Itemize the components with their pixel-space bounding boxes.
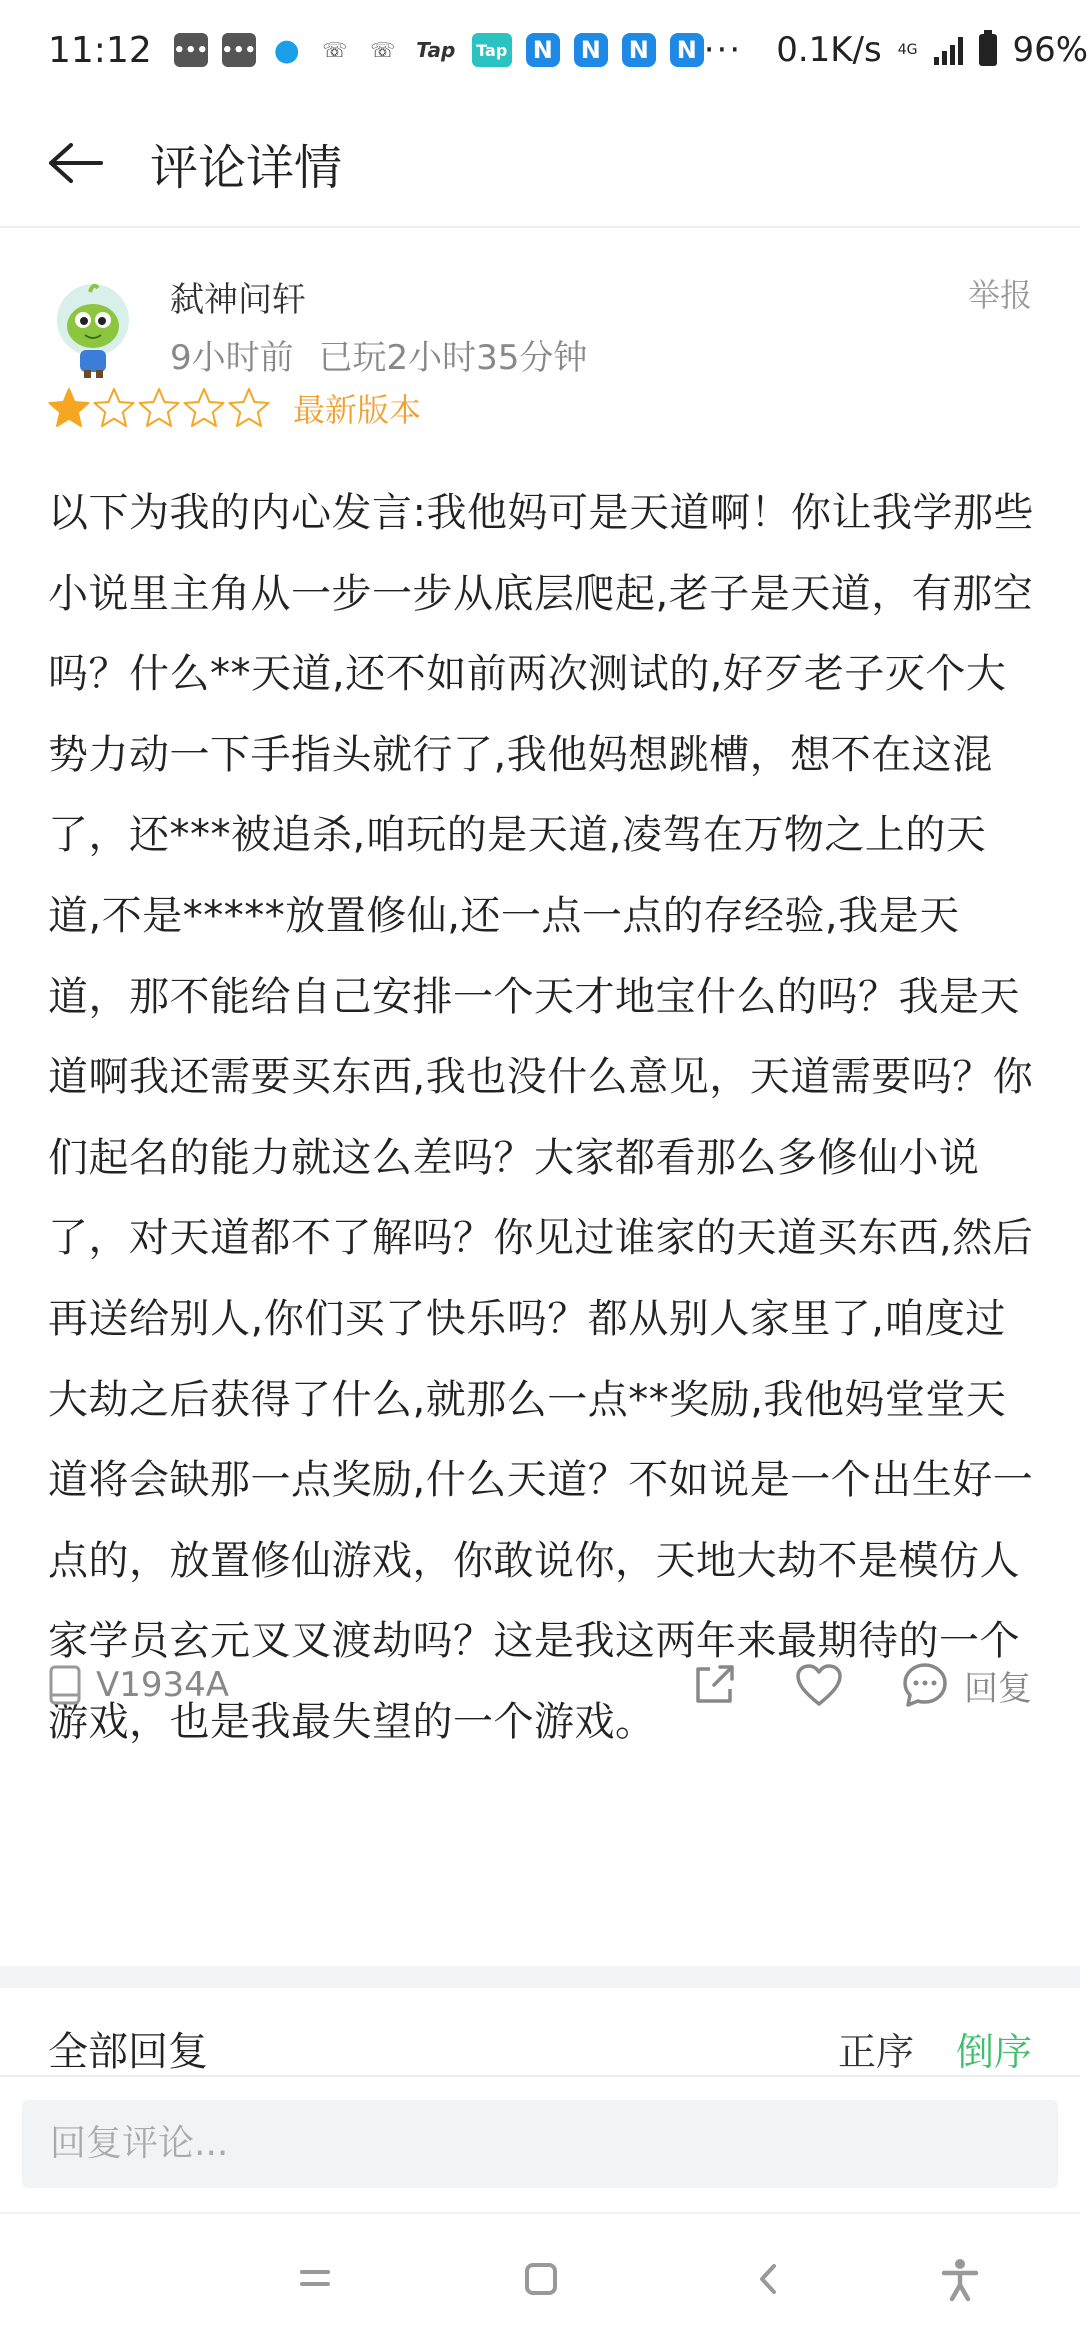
heart-icon (794, 1662, 844, 1708)
star-empty-icon (138, 387, 180, 429)
accessibility-icon (940, 2257, 980, 2301)
back-button[interactable] (0, 99, 150, 227)
report-button[interactable]: 举报 (967, 276, 1032, 314)
phone-icon (48, 1664, 82, 1706)
section-divider (0, 1966, 1080, 1988)
system-nav-bar (0, 2212, 1080, 2340)
notification-icons (174, 33, 704, 67)
reply-input-bar (0, 2075, 1080, 2210)
accessibility-button[interactable] (925, 2244, 995, 2314)
net-speed: 0.1K/s (776, 30, 882, 70)
star-rating (48, 387, 273, 429)
page-title: 评论详情 (150, 139, 343, 196)
tap-icon: Tap (416, 38, 456, 62)
status-right (704, 30, 1088, 70)
reply-input[interactable] (22, 2100, 1058, 2188)
n-app-icon: N (574, 33, 608, 67)
version-tag: 最新版本 (293, 391, 422, 429)
user-name[interactable]: 弑神问轩 (170, 280, 306, 320)
replies-title: 全部回复 (48, 2028, 208, 2075)
reply-button[interactable] (900, 1660, 1032, 1710)
play-time: 已玩2小时35分钟 (318, 338, 588, 378)
share-button[interactable] (690, 1661, 738, 1709)
n-app-icon: N (670, 33, 704, 67)
qq-icon: ● (273, 32, 300, 68)
arrow-left-icon (45, 141, 105, 185)
app-header (0, 100, 1080, 228)
missed-call-icon: ☏ (370, 38, 396, 62)
n-app-icon: N (526, 33, 560, 67)
chevron-left-icon (756, 2262, 780, 2296)
network-type: 4G (897, 42, 918, 58)
replies-header (0, 2020, 1080, 2076)
battery-icon (979, 34, 997, 66)
comment-meta (170, 330, 587, 379)
signal-icon (934, 35, 963, 65)
star-empty-icon (228, 387, 270, 429)
device-info (48, 1664, 229, 1706)
like-button[interactable] (794, 1662, 844, 1708)
share-icon (690, 1661, 738, 1709)
chat-bubble-icon (900, 1660, 950, 1710)
sort-ascending-button[interactable]: 正序 (837, 2029, 914, 2074)
message-icon: ••• (174, 33, 208, 67)
more-notifications-icon: ··· (703, 30, 743, 70)
home-square-icon (523, 2261, 559, 2297)
menu-icon (298, 2266, 332, 2292)
star-filled-icon (48, 387, 90, 429)
avatar[interactable] (54, 280, 132, 380)
rating-row (48, 385, 421, 431)
missed-call-icon: ☏ (322, 38, 348, 62)
comment-body: 以下为我的内心发言:我他妈可是天道啊！你让我学那些小说里主角从一步一步从底层爬起,老子是天道，有那空吗？什么**天道,还不如前两次测试的,好歹老子灭个大势力动一下手指头就行了,我他妈想跳槽，想不在这混了，还***被追杀,咱玩的是天道,凌驾在万物之上的天道,不是*****放置修仙,还一点一点的存经验,我是天道，那不能给自己安排一个天才地宝什么的吗？我是天道啊我还需要买东西,我也没什么意见，天道需要吗？你们起名的能力就这么差吗？大家都看那么多修仙小说了，对天道都不了解吗？你见过谁家的天道买东西,然后再送给别人,你们买了快乐吗？都从别人家里了,咱度过大劫之后获得了什么,就那么一点**奖励,我他妈堂堂天道将会缺那一点奖励,什么天道？不如说是一个出生好一点的，放置修仙游戏，你敢说你，天地大劫不是模仿人家学员玄元叉叉渡劫吗？这是我这两年来最期待的一个游戏，也是我最失望的一个游戏。 (48, 490, 1034, 1745)
comment-actions (634, 1660, 1032, 1710)
status-bar (0, 0, 1088, 100)
time-ago: 9小时前 (170, 338, 294, 378)
sort-descending-button[interactable]: 倒序 (955, 2029, 1032, 2074)
sort-options (838, 2021, 1032, 2076)
n-app-icon: N (622, 33, 656, 67)
comment-footer (0, 1635, 1080, 1735)
battery-percent: 96% (1012, 30, 1088, 70)
star-empty-icon (93, 387, 135, 429)
nav-menu-button[interactable] (280, 2244, 350, 2314)
nav-back-button[interactable] (733, 2244, 803, 2314)
device-name: V1934A (96, 1665, 230, 1705)
taptap-icon: Tap (472, 33, 512, 67)
nav-home-button[interactable] (506, 2244, 576, 2314)
message-icon: ••• (222, 33, 256, 67)
star-empty-icon (183, 387, 225, 429)
status-time: 11:12 (48, 29, 152, 71)
reply-label: 回复 (964, 1668, 1032, 1709)
